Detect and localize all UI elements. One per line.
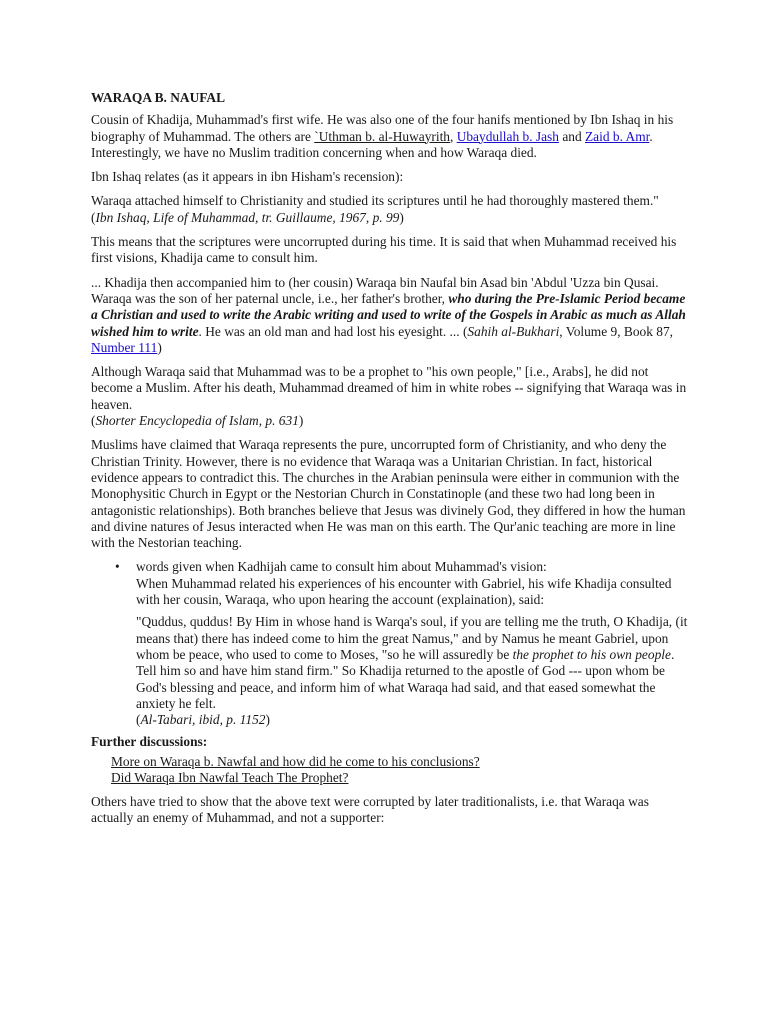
link-did-waraqa-teach[interactable]: Did Waraqa Ibn Nawfal Teach The Prophet?: [111, 769, 349, 785]
citation: Shorter Encyclopedia of Islam, p. 631: [95, 413, 299, 429]
prophet-paragraph: [91, 364, 691, 429]
list-item: [91, 559, 691, 728]
bullet-heading: words given when Kadhijah came to consult him about Muhammad's vision:: [136, 559, 547, 575]
quote-emphasis: the prophet to his own people: [512, 646, 671, 662]
link-number-111[interactable]: Number 111: [91, 339, 158, 355]
citation: Ibn Ishaq, Life of Muhammad, tr. Guillaume, 1967, p. 99: [95, 209, 400, 225]
bullet-icon: •: [115, 559, 120, 575]
paren: ): [157, 339, 162, 355]
bullet-description: When Muhammad related his experiences of his encounter with Gabriel, his wife Khadija consulted with her cousin, Waraqa, who upon hearing the account (explaination), said:: [136, 575, 672, 608]
tabari-quote: [136, 614, 691, 728]
paren: ): [265, 712, 270, 728]
trinity-paragraph: Muslims have claimed that Waraqa represents the pure, uncorrupted form of Christianity, and who deny the Christian Trinity. However, there is no evidence that Waraqa was a Unitarian Christian. In fact, historical evidence appears to contradict this. The churches in the Arabian peninsula were either in communion with the Monophysitic Church in Egypt or the Nestorian Church in Constatinople (and these two had long been in antagonistic relationships). Both branches believe that Jesus was divinely God, they differed in how the human and divine natures of Jesus interacted when He was man on this earth. The Qur'anic teaching are more in line with the Nestorian teaching.: [91, 437, 686, 551]
bukhari-volume: , Volume 9, Book 87,: [559, 323, 674, 339]
bukhari-source: Sahih al-Bukhari: [467, 323, 560, 339]
quote-text: Waraqa attached himself to Christianity and studied its scriptures until he had thoroughly mastered them.": [91, 193, 659, 209]
paren: (: [136, 712, 141, 728]
paren: ): [298, 413, 304, 429]
bukhari-emphasis: who during the Pre-Islamic Period became a Christian and used to write the Arabic writing and used to write of the Gospels in Arabic as much as Allah wished him to write: [91, 290, 686, 339]
bullet-list: [91, 559, 691, 728]
link-uthman[interactable]: `Uthman b. al-Huwayrith: [314, 128, 450, 144]
link-ubaydullah[interactable]: Ubaydullah b. Jash: [456, 128, 559, 144]
further-links: [111, 754, 691, 786]
article-body: [91, 90, 691, 834]
prophet-text: Although Waraqa said that Muhammad was to be a prophet to "his own people," [i.e., Arabs], he did not become a Muslim. After his death, Muhammad dreamed of him in white robes -- signifying that Waraqa was in heaven.: [91, 364, 687, 412]
paren: (: [91, 209, 96, 225]
bukhari-text: ... Khadija then accompanied him to (her cousin) Waraqa bin Naufal bin Asad bin 'Abdul 'Uzza bin Qusai. Waraqa was the son of her paternal uncle, i.e., her father's brother,: [91, 274, 659, 306]
separator: ,: [449, 128, 457, 144]
paren: (: [91, 413, 96, 429]
ibn-ishaq-intro: Ibn Ishaq relates (as it appears in ibn Hisham's recension):: [91, 169, 404, 185]
article-title: WARAQA B. NAUFAL: [91, 90, 226, 105]
bukhari-quote: [91, 275, 691, 356]
citation: Al-Tabari, ibid, p. 1152: [140, 712, 266, 728]
separator: and: [558, 128, 585, 144]
intro-text-end: . Interestingly, we have no Muslim tradition concerning when and how Waraqa died.: [91, 128, 653, 160]
quote-text-end: . Tell him so and have him stand firm." So Khadija returned to the apostle of God --- upon whom be God's blessing and peace, and inform him of what Waraqa had said, and that eased somewhat the anxiety he felt.: [136, 646, 675, 711]
intro-paragraph: [91, 112, 691, 161]
paren: ): [399, 209, 404, 225]
link-zaid[interactable]: Zaid b. Amr: [585, 128, 650, 144]
ibn-ishaq-quote: [91, 193, 691, 226]
quote-text: "Quddus, quddus! By Him in whose hand is Warqa's soul, if you are telling me the truth, O Khadija, (it means that) there has indeed come to him the great Namus," and by Namus he meant Gabriel, upon whom be peace, who used to come to Moses, "so he will assuredly be: [136, 614, 688, 662]
scriptures-paragraph: This means that the scriptures were uncorrupted during his time. It is said that when Muhammad received his first visions, Khadija came to consult him.: [91, 234, 677, 266]
intro-text: Cousin of Khadija, Muhammad's first wife. He was also one of the four hanifs mentioned by Ibn Ishaq in his biography of Muhammad. The others are: [91, 112, 674, 144]
further-discussions-heading: Further discussions:: [91, 734, 208, 750]
corruption-paragraph: Others have tried to show that the above text were corrupted by later traditionalists, i.e. that Waraqa was actually an enemy of Muhammad, and not a supporter:: [91, 793, 649, 825]
bukhari-text-after: . He was an old man and had lost his eyesight. ... (: [198, 323, 468, 339]
link-more-on-waraqa[interactable]: More on Waraqa b. Nawfal and how did he come to his conclusions?: [111, 753, 480, 769]
